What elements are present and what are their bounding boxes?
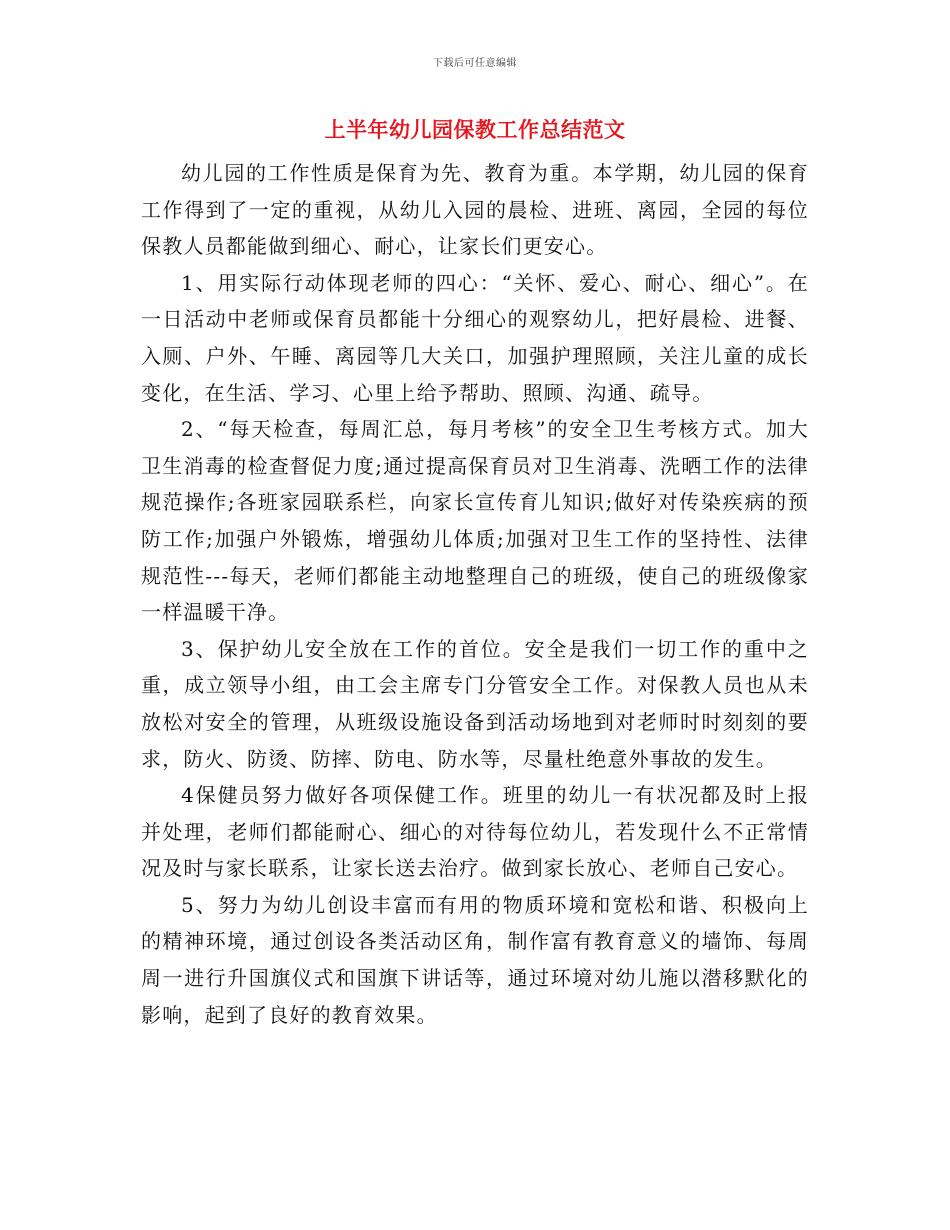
document-body — [141, 155, 809, 1033]
paragraph-item-5: 5、努力为幼儿创设丰富而有用的物质环境和宽松和谐、积极向上的精神环境，通过创设各类活动区角，制作富有教育意义的墙饰、每周周一进行升国旗仪式和国旗下讲话等，通过环境对幼儿施以潜移默化的影响，起到了良好的教育效果。 — [141, 892, 809, 1027]
header-note: 下载后可任意编辑 — [433, 58, 517, 69]
paragraph-intro: 幼儿园的工作性质是保育为先、教育为重。本学期，幼儿园的保育工作得到了一定的重视，从幼儿入园的晨检、进班、离园，全园的每位保教人员都能做到细心、耐心，让家长们更安心。 — [141, 161, 809, 259]
paragraph-item-4: 4保健员努力做好各项保健工作。班里的幼儿一有状况都及时上报并处理，老师们都能耐心、细心的对待每位幼儿，若发现什么不正常情况及时与家长联系，让家长送去治疗。做到家长放心、老师自己安心。 — [141, 783, 809, 881]
paragraph-item-2: 2、“每天检查，每周汇总，每月考核”的安全卫生考核方式。加大卫生消毒的检查督促力度;通过提高保育员对卫生消毒、洗晒工作的法律规范操作;各班家园联系栏，向家长宣传育儿知识;做好对传染疾病的预防工作;加强户外锻炼，增强幼儿体质;加强对卫生工作的坚持性、法律规范性---每天，老师们都能主动地整理自己的班级，使自己的班级像家一样温暖干净。 — [141, 417, 809, 625]
paragraph-item-3: 3、保护幼儿安全放在工作的首位。安全是我们一切工作的重中之重，成立领导小组，由工会主席专门分管安全工作。对保教人员也从未放松对安全的管理，从班级设施设备到活动场地到对老师时时刻刻的要求，防火、防烫、防摔、防电、防水等，尽量杜绝意外事故的发生。 — [141, 636, 809, 771]
document-title: 上半年幼儿园保教工作总结范文 — [324, 117, 626, 142]
paragraph-item-1: 1、用实际行动体现老师的四心：“关怀、爱心、耐心、细心”。在一日活动中老师或保育员都能十分细心的观察幼儿，把好晨检、进餐、入厕、户外、午睡、离园等几大关口，加强护理照顾，关注儿童的成长变化，在生活、学习、心里上给予帮助、照顾、沟通、疏导。 — [141, 270, 809, 405]
